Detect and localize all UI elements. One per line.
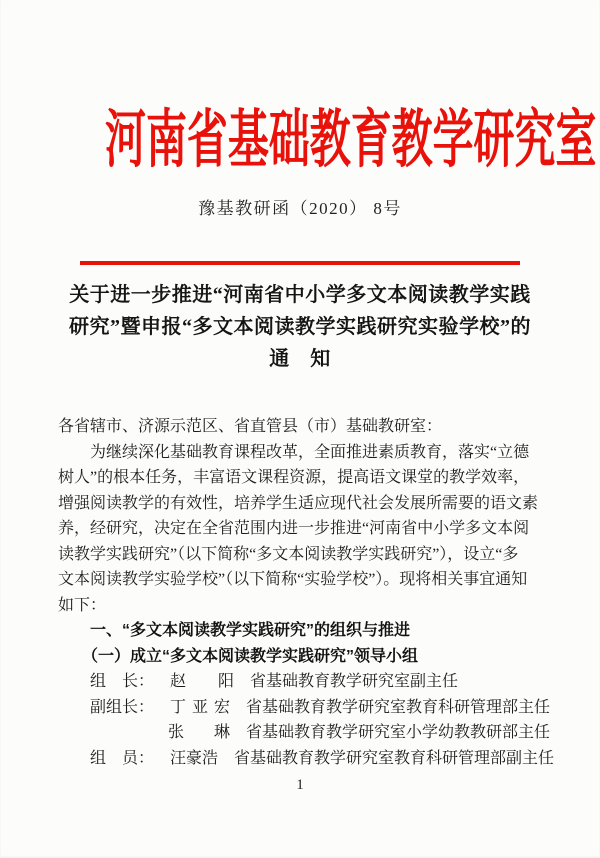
body-lines <box>58 414 550 669</box>
roster-person-duty: 省基础教育教学研究室小学幼教教研部主任 <box>245 724 550 741</box>
roster-role-label: 副组长： <box>90 698 155 716</box>
roster-person-name: 赵 阳 <box>170 673 234 690</box>
paragraph-line: 树人”的根本任务，丰富语文课程资源，提高语文课堂的教学效率， <box>58 469 530 486</box>
document-body <box>0 414 600 771</box>
notice-title-line-2: 研究”暨申报“多文本阅读教学实践研究实验学校”的 <box>69 316 531 338</box>
paragraph-line: 为继续深化基础教育课程改革，全面推进素质教育，落实“立德 <box>58 443 530 461</box>
roster-person-duty: 省基础教育教学研究室教育科研管理部副主任 <box>234 749 555 767</box>
document-number: 豫基教研函（2020） 8号 <box>198 199 402 218</box>
roster-role-label: 组 长： <box>90 673 155 690</box>
roster-role-label: 组 员： <box>90 749 155 767</box>
subsection-heading: （一）成立“多文本阅读教学实践研究”领导小组 <box>58 647 419 665</box>
paragraph-line: 养，经研究，决定在全省范围内进一步推进“河南省中小学多文本阅 <box>58 520 530 537</box>
salutation-line: 各省辖市、济源示范区、省直管县（市）基础教研室： <box>58 418 443 435</box>
roster-person-name: 张 琳 <box>167 724 230 741</box>
notice-title-line-1: 关于进一步推进“河南省中小学多文本阅读教学实践 <box>69 284 531 306</box>
roster-row <box>58 746 555 772</box>
roster-person-name: 汪豪浩 <box>170 749 219 767</box>
roster-person-duty: 省基础教育教学研究室教育科研管理部主任 <box>245 698 550 716</box>
roster-person-duty: 省基础教育教学研究室副主任 <box>250 673 459 690</box>
paragraph-line: 增强阅读教学的有效性，培养学生适应现代社会发展所需要的语文素 <box>58 494 539 512</box>
red-divider-line <box>80 261 520 265</box>
roster-row <box>58 669 550 695</box>
section-heading: 一、“多文本阅读教学实践研究”的组织与推进 <box>58 622 411 639</box>
paragraph-line: 如下： <box>58 596 107 614</box>
page-number: 1 <box>296 777 304 793</box>
paragraph-line: 文本阅读教学实验学校”（以下简称“实验学校”）。现将相关事宜通知 <box>58 571 528 588</box>
notice-title <box>0 279 600 375</box>
roster-row <box>58 695 550 721</box>
paragraph-line: 读教学实践研究”（以下简称“多文本阅读教学实践研究”），设立“多 <box>58 545 519 563</box>
notice-title-line-3: 通 知 <box>269 348 331 370</box>
roster-row <box>58 720 550 746</box>
roster-person-name: 丁亚宏 <box>170 698 230 716</box>
leading-group-roster <box>58 669 555 771</box>
letterhead-org-name: 河南省基础教育教学研究室 <box>105 105 597 175</box>
